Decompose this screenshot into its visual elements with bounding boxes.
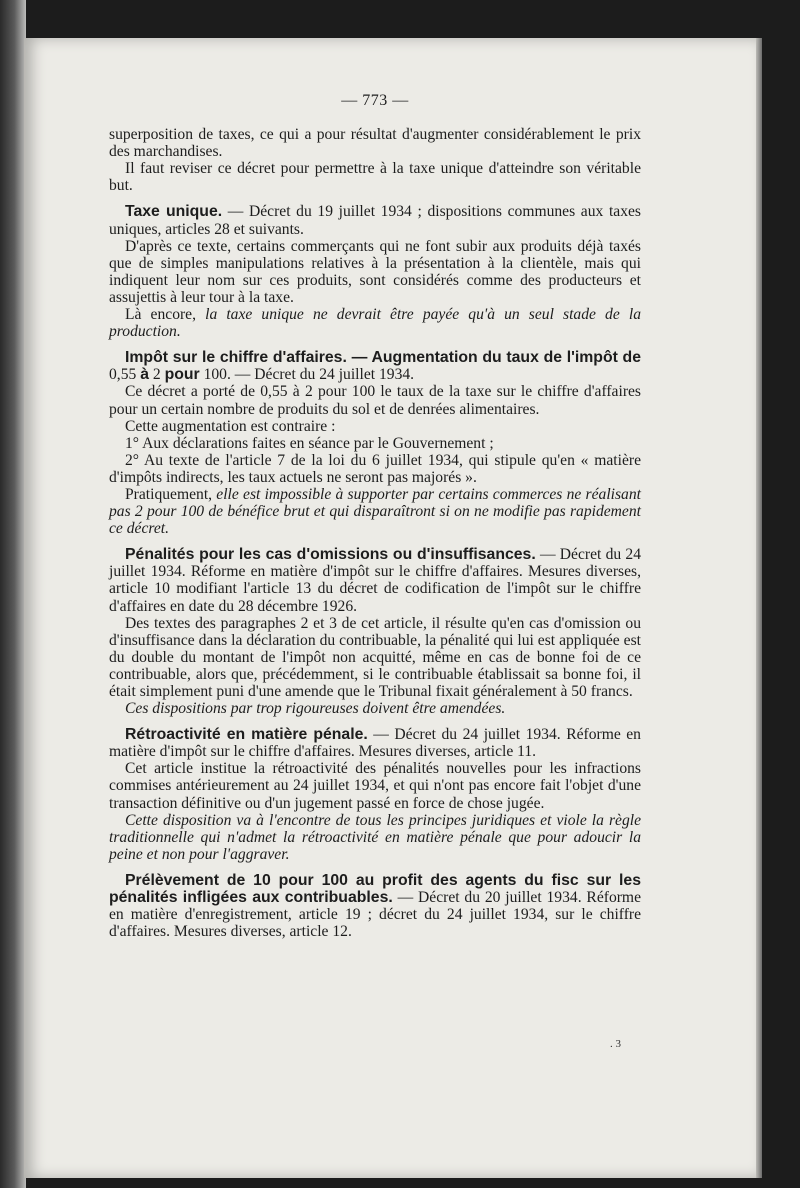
page-edge bbox=[756, 38, 762, 1178]
list-item: 1° Aux déclarations faites en séance par le Gouvernement ; bbox=[125, 434, 494, 452]
italic-text: la taxe unique ne devrait être payée qu'à un seul stade de la production. bbox=[109, 306, 641, 341]
paragraph: Des textes des paragraphes 2 et 3 de cet article, il résulte qu'en cas d'omission ou d'insuffisance dans la déclaration du contribuable, la pénalité qui lui est appliquée est du double du montant de l'impôt non acquitté, même en cas de bonne foi de ce contribuable, alors que, précédemment, si le contribuable établissait sa bonne foi, il était simplement puni d'une amende que le Tribunal fixait généralement à 50 francs. bbox=[109, 614, 641, 700]
heading-number: 0,55 bbox=[109, 366, 141, 384]
paragraph: Ce décret a porté de 0,55 à 2 pour 100 le taux de la taxe sur le chiffre d'affaires pour un certain nombre de produits du sol et de denrées alimentaires. bbox=[109, 383, 641, 418]
section-heading: Taxe unique. bbox=[125, 203, 223, 221]
book-binding bbox=[0, 0, 26, 1188]
paragraph bbox=[109, 812, 641, 863]
paragraph: D'après ce texte, certains commerçants qui ne font subir aux produits déjà taxés que de simples manipulations relatives à la présentation à la clientèle, mais qui indiquent leur nom sur ces produits, sont considérés comme des producteurs et assujettis à leur tour à la taxe. bbox=[109, 237, 641, 306]
paragraph: superposition de taxes, ce qui a pour résultat d'augmenter considérablement le prix des marchandises. bbox=[109, 126, 641, 161]
paragraph: Il faut reviser ce décret pour permettre à la taxe unique d'atteindre son véritable but. bbox=[109, 160, 641, 195]
section-penalites bbox=[109, 546, 641, 614]
signature-mark: . 3 bbox=[610, 1038, 621, 1050]
section-prelevement bbox=[109, 872, 641, 940]
section-heading-detail: 100. — Décret du 24 juillet 1934. bbox=[199, 366, 415, 384]
section-heading: Rétroactivité en matière pénale. bbox=[125, 726, 368, 744]
heading-word: à bbox=[140, 366, 149, 384]
paragraph: Cette augmentation est contraire : bbox=[125, 417, 336, 435]
paragraph-lead: Là encore, bbox=[125, 306, 206, 324]
section-taxe-unique bbox=[109, 203, 641, 237]
paragraph: Cet article institue la rétroactivité des pénalités nouvelles pour les infractions commises antérieurement au 24 juillet 1934, et qui n'ont pas encore fait l'objet d'une transaction définitive ou d'un jugement passé en force de chose jugée. bbox=[109, 760, 641, 812]
page-number: — 773 — bbox=[341, 92, 409, 109]
italic-text: elle est impossible à supporter par certains commerces ne réalisant pas 2 pour 100 de bénéfice brut et qui disparaîtront si on ne modifie pas rapidement ce décret. bbox=[109, 485, 641, 538]
italic-text: Cette disposition va à l'encontre de tous les principes juridiques et viole la règle traditionnelle qui n'admet la rétroactivité en matière pénale que pour adoucir la peine et non pour l'aggraver. bbox=[109, 811, 641, 863]
section-heading-detail: — Décret du 20 juillet 1934. Réforme en matière d'enregistrement, article 19 ; décret du 24 juillet 1934, sur le chiffre d'affaires. Mesures diverses, article 12. bbox=[109, 889, 641, 941]
section-impot bbox=[109, 349, 641, 383]
paragraph bbox=[109, 486, 641, 537]
italic-text: Ces dispositions par trop rigoureuses doivent être amendées. bbox=[125, 700, 506, 718]
section-heading: Impôt sur le chiffre d'affaires. — Augmentation du taux de l'impôt de bbox=[125, 349, 641, 367]
section-heading: Prélèvement de 10 pour 100 au profit des agents du fisc sur les pénalités infligées aux contribuables. bbox=[109, 871, 641, 907]
list-item: 2° Au texte de l'article 7 de la loi du 6 juillet 1934, qui stipule qu'en « matière d'impôts indirects, les taux actuels ne seront pas majorés ». bbox=[109, 451, 641, 486]
section-retroactivite bbox=[109, 726, 641, 760]
paragraph-lead: Pratiquement, bbox=[125, 485, 217, 503]
heading-number: 2 bbox=[148, 366, 165, 384]
section-heading-detail: — Décret du 24 juillet 1934. Réforme en matière d'impôt sur le chiffre d'affaires. Mesures diverses, article 10 modifiant l'article 13 du décret de codification de l'impôt sur le chiffre d'affaires en date du 28 décembre 1926. bbox=[109, 546, 641, 615]
paragraph bbox=[109, 306, 641, 340]
page-content bbox=[109, 92, 641, 940]
paragraph bbox=[109, 700, 641, 717]
section-heading-detail: — Décret du 19 juillet 1934 ; dispositions communes aux taxes uniques, articles 28 et suivants. bbox=[109, 203, 641, 238]
section-heading-detail: — Décret du 24 juillet 1934. Réforme en matière d'impôt sur le chiffre d'affaires. Mesures diverses, article 11. bbox=[109, 726, 641, 761]
heading-word: pour bbox=[164, 366, 200, 384]
section-heading: Pénalités pour les cas d'omissions ou d'insuffisances. bbox=[125, 546, 536, 564]
